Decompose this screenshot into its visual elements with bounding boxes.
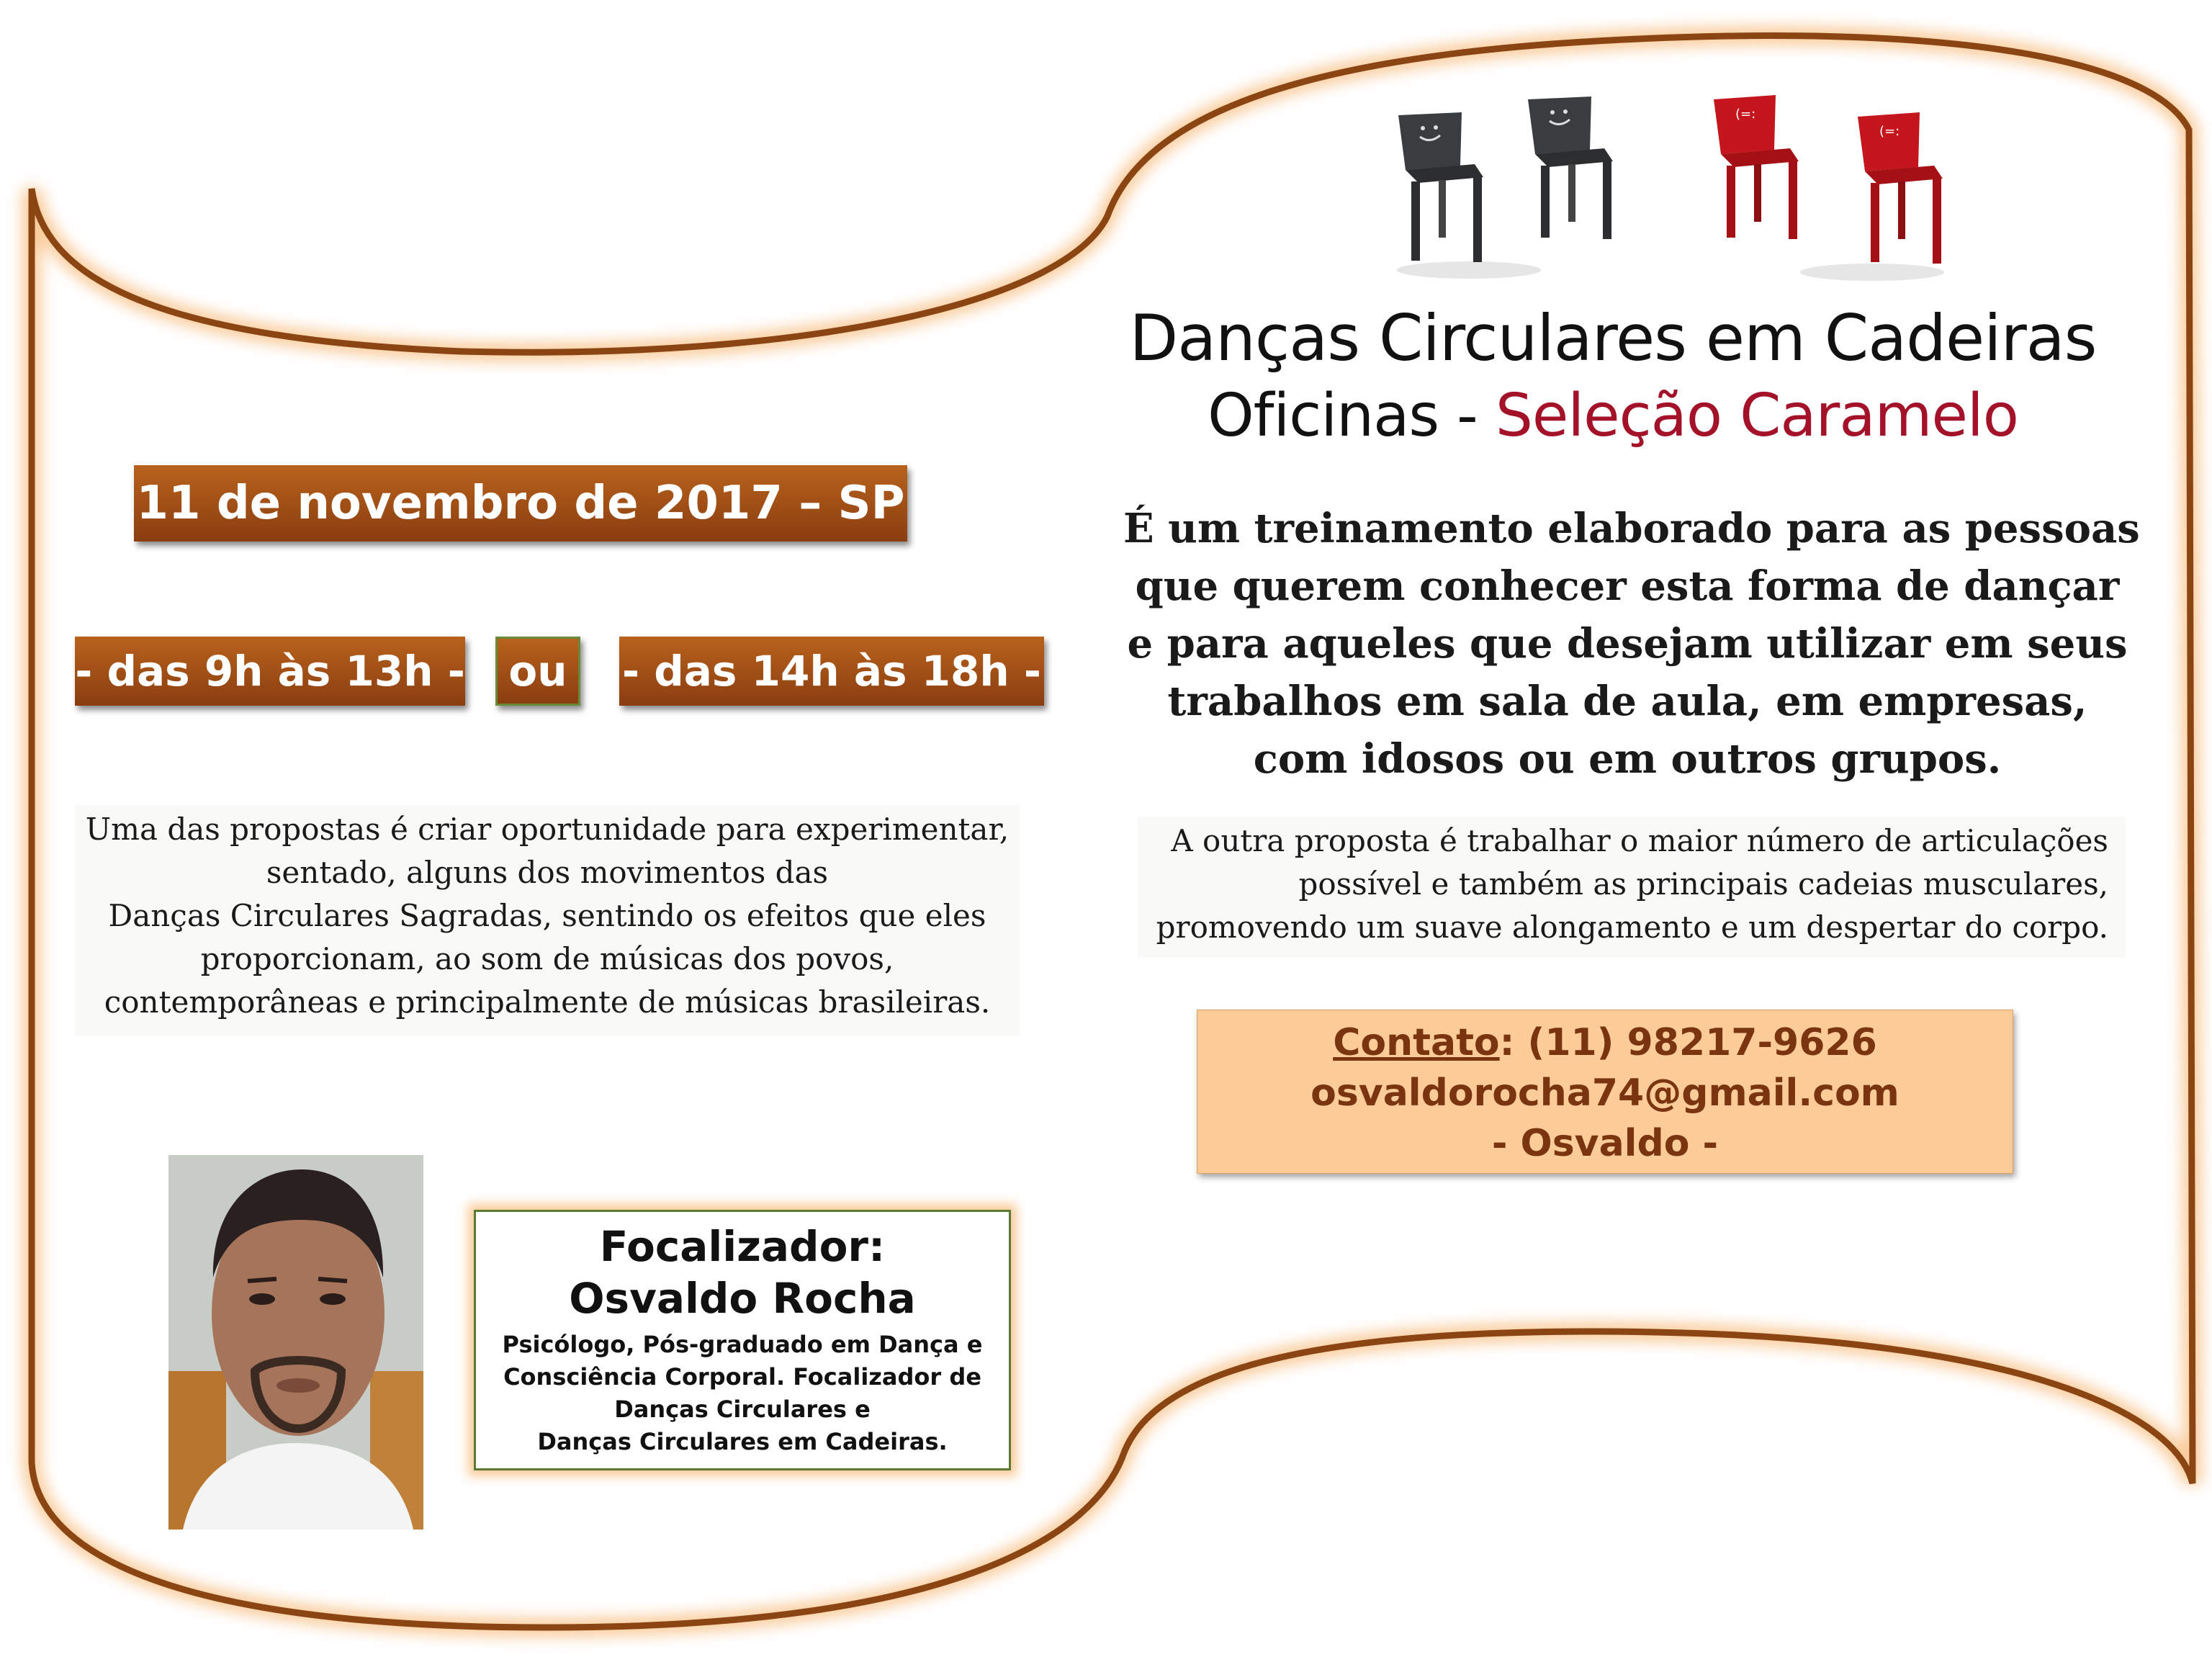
proposal-one-line: contemporâneas e principalmente de músicas brasileiras. bbox=[104, 984, 991, 1020]
session-afternoon-badge: - das 14h às 18h - bbox=[619, 637, 1044, 706]
proposal-one-paragraph bbox=[75, 805, 1020, 1036]
intro-line: É um treinamento elaborado para as pessoas bbox=[1123, 505, 2140, 552]
portrait-photo bbox=[168, 1155, 423, 1530]
focalizer-bio-line: Danças Circulares e bbox=[614, 1396, 871, 1423]
intro-line: com idosos ou em outros grupos. bbox=[1253, 735, 2002, 783]
contact-box bbox=[1197, 1010, 2013, 1174]
intro-line: que querem conhecer esta forma de dançar bbox=[1135, 562, 2120, 610]
contact-label: Contato bbox=[1333, 1021, 1500, 1064]
focalizer-name: Osvaldo Rocha bbox=[569, 1274, 916, 1323]
svg-text:(=:: (=: bbox=[1735, 107, 1756, 122]
intro-line: trabalhos em sala de aula, em empresas, bbox=[1167, 678, 2087, 725]
intro-paragraph bbox=[1123, 500, 2140, 788]
proposal-one-line: Uma das propostas é criar oportunidade para experimentar, bbox=[85, 812, 1010, 847]
focalizer-bio-line: Danças Circulares em Cadeiras. bbox=[537, 1428, 948, 1455]
subtitle-prefix: Oficinas - bbox=[1208, 382, 1496, 450]
svg-text:(=:: (=: bbox=[1879, 124, 1900, 139]
contact-name: - Osvaldo - bbox=[1491, 1122, 1719, 1165]
subtitle-highlight: Seleção Caramelo bbox=[1495, 382, 2018, 450]
event-date-badge: 11 de novembro de 2017 – SP bbox=[134, 465, 907, 542]
chairs-image bbox=[1375, 86, 1995, 281]
red-chair-icon bbox=[1858, 112, 1943, 264]
proposal-two-paragraph bbox=[1138, 817, 2126, 958]
red-chair-icon bbox=[1714, 95, 1799, 239]
proposal-one-line: sentado, alguns dos movimentos das bbox=[266, 855, 829, 890]
contact-phone: : (11) 98217-9626 bbox=[1499, 1021, 1877, 1064]
or-badge: ou bbox=[495, 637, 580, 706]
contact-email[interactable]: osvaldorocha74@gmail.com bbox=[1310, 1072, 1899, 1115]
session-morning-badge: - das 9h às 13h - bbox=[75, 637, 465, 706]
proposal-two-line: possível e também as principais cadeias musculares, bbox=[1298, 866, 2108, 902]
dark-chair-icon bbox=[1398, 112, 1483, 262]
dark-chair-icon bbox=[1528, 96, 1613, 239]
focalizer-bio-line: Consciência Corporal. Focalizador de bbox=[503, 1363, 981, 1391]
proposal-one-line: Danças Circulares Sagradas, sentindo os efeitos que eles bbox=[108, 898, 986, 933]
proposal-one-line: proporcionam, ao som de músicas dos povos, bbox=[200, 941, 894, 976]
focalizer-heading: Focalizador: bbox=[599, 1222, 886, 1271]
focalizer-bio-line: Psicólogo, Pós-graduado em Dança e bbox=[502, 1331, 983, 1358]
focalizer-bio bbox=[476, 1329, 1009, 1458]
proposal-two-line: A outra proposta é trabalhar o maior número de articulações bbox=[1171, 823, 2108, 858]
focalizer-box bbox=[474, 1210, 1011, 1470]
intro-line: e para aqueles que desejam utilizar em seus bbox=[1127, 620, 2128, 668]
proposal-two-line: promovendo um suave alongamento e um despertar do corpo. bbox=[1156, 909, 2108, 945]
main-title: Danças Circulares em Cadeiras bbox=[1129, 301, 2097, 375]
subtitle bbox=[1080, 382, 2146, 450]
